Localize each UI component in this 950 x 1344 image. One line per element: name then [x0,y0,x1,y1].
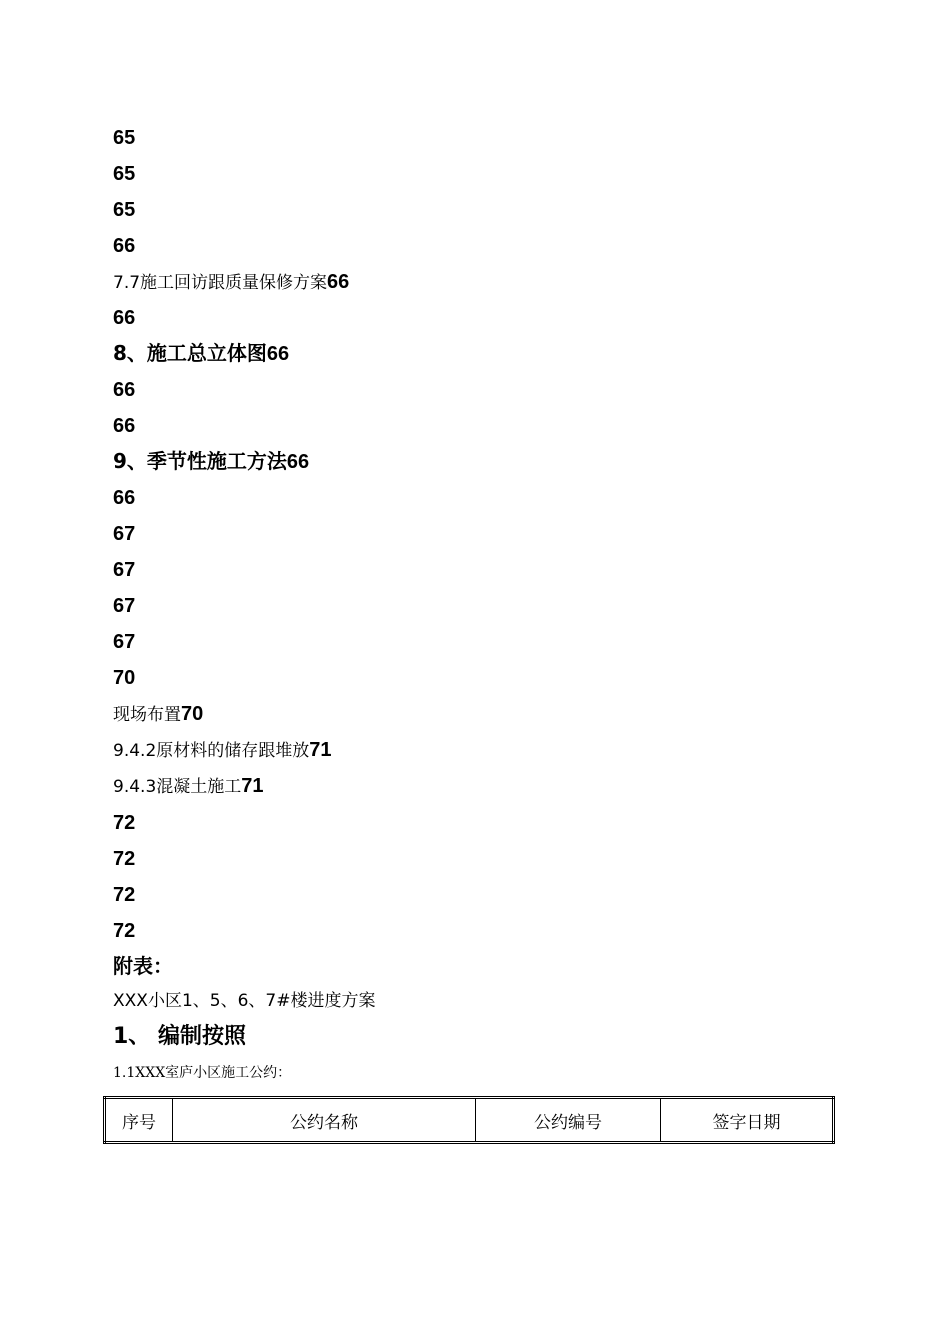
toc-entry-page: 70 [181,703,204,725]
toc-entry: 67 [113,523,136,545]
toc-entry: 72 [113,920,136,942]
toc-entry-page: 66 [266,343,290,365]
toc-entry: 65 [113,199,136,221]
section-subheading: 1.1XXX室庐小区施工公约： [113,1065,292,1081]
toc-entry-text: 9、季节性施工方法 [113,449,287,473]
appendix-subtitle: XXX小区1、5、6、7#楼进度方案 [113,991,376,1011]
toc-entry-text: 现场布置 [113,705,181,725]
toc-entry: 72 [113,884,136,906]
toc-entry: 67 [113,631,136,653]
section-heading: 1、 编制按照 [113,1024,246,1049]
appendix-title: 附表： [113,954,173,978]
toc-entry-page: 66 [286,451,310,473]
toc-entry: 65 [113,163,136,185]
toc-entry: 65 [113,127,136,149]
toc-entry-page: 71 [241,775,264,797]
toc-entry: 72 [113,848,136,870]
toc-entry-text: 9.4.2原材料的储存跟堆放 [113,741,310,761]
table-header-cell: 公约编号 [476,1098,661,1143]
toc-entry [113,740,332,760]
toc-entry: 66 [113,235,136,257]
toc-entry: 66 [113,379,136,401]
toc-entry-text: 8、施工总立体图 [113,341,267,365]
toc-entry-text: 9.4.3混凝土施工 [113,777,242,797]
table-header-row [105,1098,834,1143]
toc-entry-page: 66 [327,271,350,293]
toc-entry [113,451,309,472]
toc-entry: 66 [113,487,136,509]
toc-entry [113,343,289,364]
toc-entry: 66 [113,307,136,329]
toc-entry [113,272,349,292]
table-header-cell: 签字日期 [661,1098,834,1143]
toc-entry: 66 [113,415,136,437]
toc-entry-page: 71 [309,739,332,761]
toc-entry: 72 [113,812,136,834]
toc-entry [113,704,203,724]
table-header-cell: 序号 [105,1098,173,1143]
toc-entry: 67 [113,595,136,617]
toc-entry: 67 [113,559,136,581]
toc-entry: 70 [113,667,136,689]
toc-entry [113,776,264,796]
contracts-table [103,1096,835,1144]
toc-entry-text: 7.7施工回访跟质量保修方案 [113,273,328,293]
table-header-cell: 公约名称 [173,1098,476,1143]
